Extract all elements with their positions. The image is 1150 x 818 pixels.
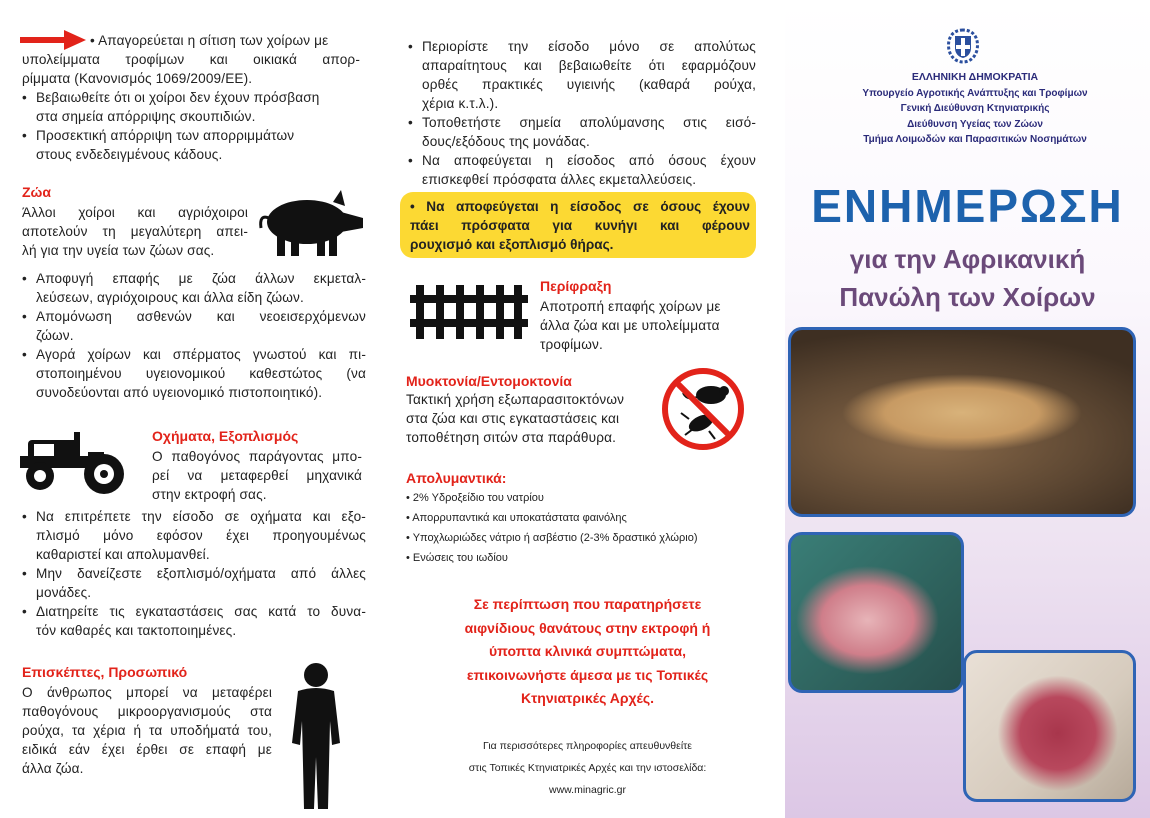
fence-text: Αποτροπή επαφής χοίρων με άλλα ζώα και με υπολείμματα τροφίμων. (540, 299, 721, 352)
fence-icon (410, 283, 528, 339)
list-item: • Να επιτρέπετε την είσοδο σε οχήματα και εξο- πλισμό μόνο εφόσον έχει προηγουμένως καθαριστεί και απολυμανθεί. (22, 509, 366, 562)
list-item: • Υποχλωριώδες νάτριο ή ασβέστιο (2-3% δραστικό χλώριο) (406, 532, 698, 544)
intro-text: υπολείμματα τροφίμων και οικιακά απορ- ρίμματα (Κανονισμός 1069/2009/ΕΕ). (22, 52, 360, 86)
animals-bullets (22, 269, 366, 402)
list-item: • Περιορίστε την είσοδο μόνο σε απολύτως απαραίτητους και βεβαιωθείτε ότι εφαρμόζουν ορθές πρακτικές υγιεινής (καθαρά ρούχα, χέρια κ.τ.λ.). (408, 39, 756, 111)
vehicles-bullets (22, 507, 366, 640)
visitors-text: Ο άνθρωπος μπορεί να μεταφέρει παθογόνους μικροοργανισμούς στα ρούχα, τα χέρια ή τα υποδήματά του, ειδικά εάν έχει έρθει σε επαφή με άλλα ζώα. (22, 685, 272, 776)
list-item: • Διατηρείτε τις εγκαταστάσεις σας κατά το δυνα- τόν καθαρές και τακτοποιημένες. (22, 604, 366, 638)
list-item: • Αποφυγή επαφής με ζώα άλλων εκμεταλ- λεύσεων, αγριόχοιρους και άλλα είδη ζώων. (22, 271, 366, 305)
person-silhouette-icon (288, 661, 344, 811)
list-item: • Απορρυπαντικά και υποκατάστατα φαινόλης (406, 512, 627, 524)
list-item: • Απομόνωση ασθενών και νεοεισερχόμενων ζώων. (22, 309, 366, 343)
list-item: • Να αποφεύγεται η είσοδος από όσους έχουν επισκεφθεί πρόσφατα άλλες εκμεταλλεύσεις. (408, 153, 756, 187)
contact-footer: Για περισσότερες πληροφορίες απευθυνθείτε στις Τοπικές Κτηνιατρικές Αρχές και την ιστοσελίδα: www.minagric.gr (405, 735, 770, 801)
ministry-header: ΕΛΛΗΝΙΚΗ ΔΗΜΟΚΡΑΤΙΑ Υπουργείο Αγροτικής Ανάπτυξης και Τροφίμων Γενική Διεύθυνση Κτηνιατρικής Διεύθυνση Υγείας των Ζώων Τμήμα Λοιμωδών και Παρασιτικών Νοσημάτων (862, 71, 1088, 145)
animals-text: Άλλοι χοίροι και αγριόχοιροι αποτελούν τη μεγαλύτερη απει- λή για την υγεία των ζώων σας. (22, 205, 248, 258)
pig-ear-lesion-photo (788, 532, 964, 693)
list-item: • Προσεκτική απόρριψη των απορριμμάτων στους ενδεδειγμένους κάδους. (22, 128, 295, 162)
page-title: ΕΝΗΜΕΡΩΣΗ (811, 180, 1124, 232)
red-arrow-icon (20, 30, 86, 50)
disinfectants-heading: Απολυμαντικά: (406, 470, 507, 486)
visitors-heading: Επισκέπτες, Προσωπικό (22, 664, 188, 680)
fence-heading: Περίφραξη (540, 278, 612, 294)
no-pests-icon (661, 367, 745, 451)
list-item: • Ενώσεις του ιωδίου (406, 552, 508, 564)
list-item: • Μην δανείζεστε εξοπλισμό/οχήματα από άλλες μονάδες. (22, 566, 366, 600)
vehicles-text: Ο παθογόνος παράγοντας μπο- ρεί να μεταφερθεί μηχανικά στην εκτροφή σας. (152, 449, 362, 502)
list-item: • Αγορά χοίρων και σπέρματος γνωστού και πι- στοποιημένου υγειονομικού καθεστώτος (να συνοδεύονται από υγειονομικό πιστοποιητικό). (22, 347, 366, 400)
emergency-notice: Σε περίπτωση που παρατηρήσετε αιφνίδιους θανάτους στην εκτροφή ή ύποπτα κλινικά συμπτώματα, επικοινωνήστε άμεσα με τις Τοπικές Κτηνιατρικές Αρχές. (464, 596, 711, 706)
pest-text: Τακτική χρήση εξωπαρασιτοκτόνων στα ζώα και στις εγκαταστάσεις και τοποθέτηση σιτών στα παράθυρα. (406, 392, 625, 445)
hunting-warning-text: • Να αποφεύγεται η είσοδος σε όσους έχουν πάει πρόσφατα για κυνήγι και φέρουν ρουχισμό και εξοπλισμό θήρας. (410, 199, 750, 252)
list-item: • 2% Υδροξείδιο του νατρίου (406, 492, 544, 504)
list-item: • Βεβαιωθείτε ότι οι χοίροι δεν έχουν πρόσβαση στα σημεία απόρριψης σκουπιδιών. (22, 90, 320, 124)
pig-icon (255, 188, 367, 260)
dead-pig-photo (788, 327, 1136, 517)
tractor-icon (18, 430, 128, 496)
intro-bullets (22, 88, 362, 164)
list-item: • Τοποθετήστε σημεία απολύμανσης στις εισό- δους/εξόδους της μονάδας. (408, 115, 756, 149)
pest-heading: Μυοκτονία/Εντομοκτονία (406, 373, 572, 389)
page-subtitle: για την Αφρικανική Πανώλη των Χοίρων (839, 244, 1096, 312)
pig-ear-hemorrhage-photo (963, 650, 1136, 802)
website-link[interactable]: www.minagric.gr (548, 784, 627, 796)
hygiene-bullets (408, 37, 756, 189)
animals-heading: Ζώα (22, 184, 51, 200)
greek-emblem-icon (943, 26, 983, 64)
intro-first-line: • Απαγορεύεται η σίτιση των χοίρων με (90, 33, 329, 48)
vehicles-heading: Οχήματα, Εξοπλισμός (152, 428, 299, 444)
disinfectants-list (406, 488, 771, 568)
